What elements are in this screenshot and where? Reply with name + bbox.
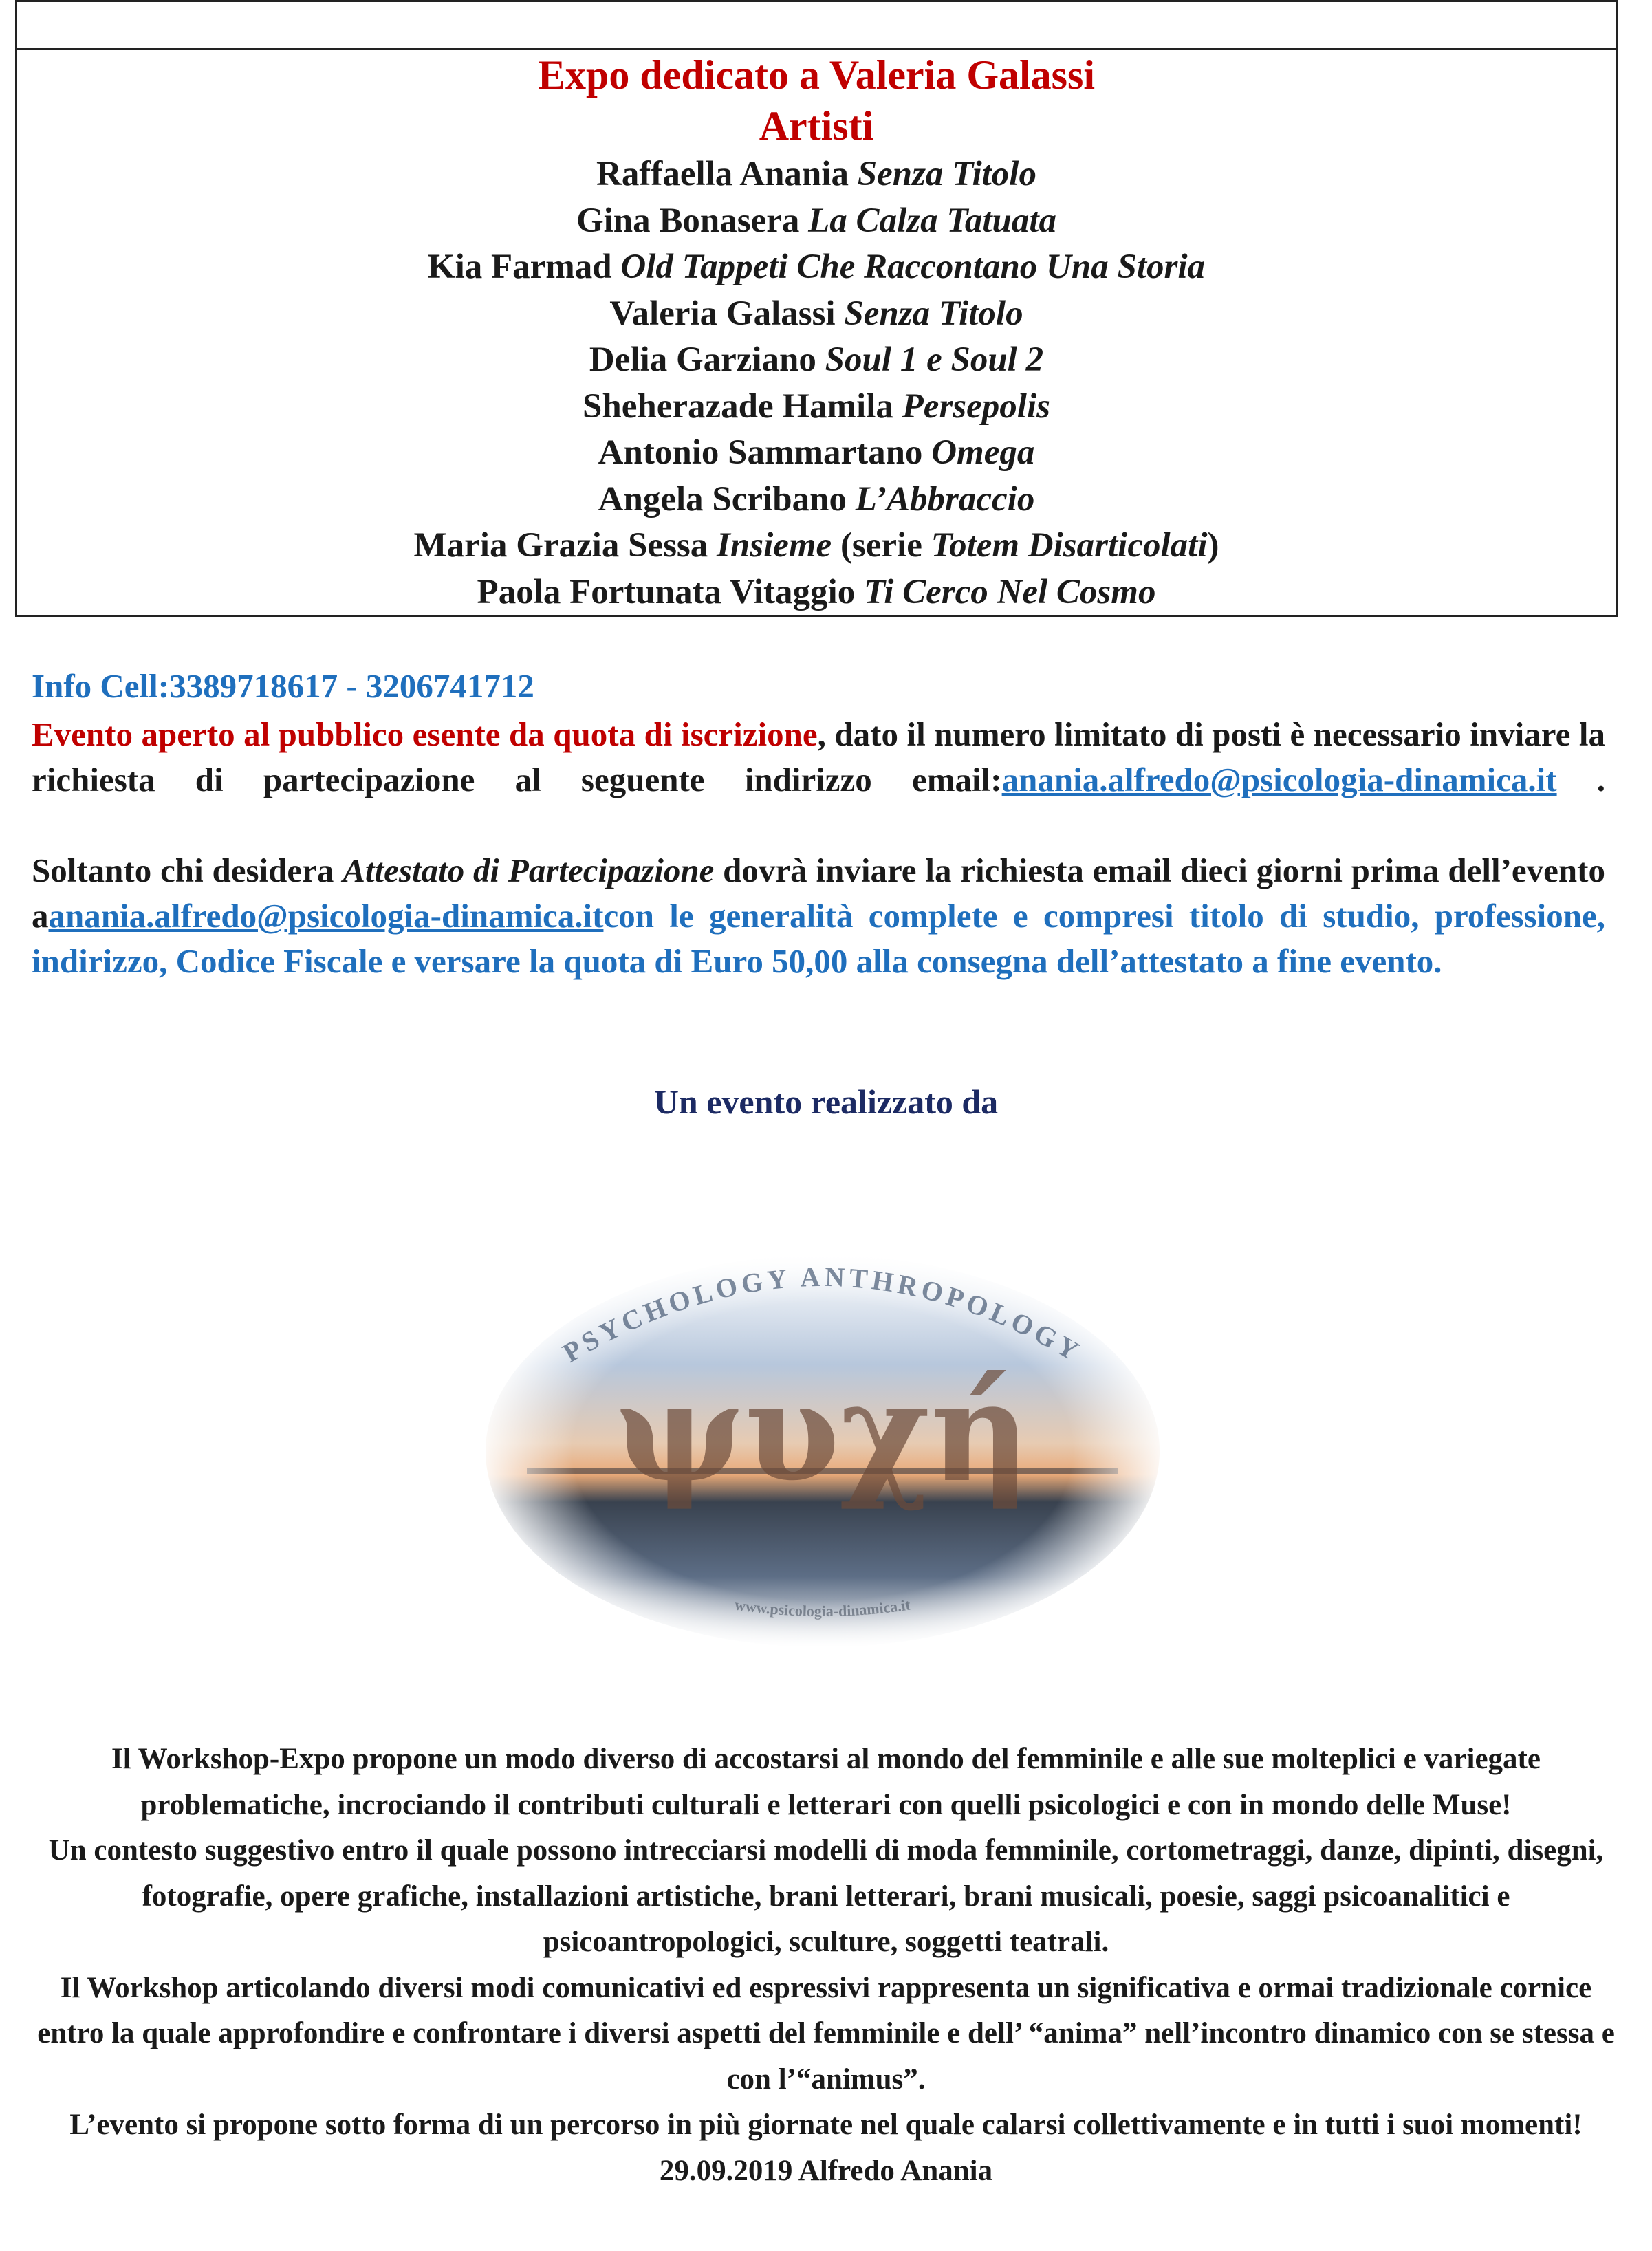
logo-bottom-text: www.psicologia-dinamica.it [733,1596,912,1620]
artwork-title: Old Tappeti Che Raccontano Una Storia [620,248,1206,286]
artist-line [15,198,1618,245]
artist-name: Valeria Galassi [609,294,845,333]
artist-line [15,337,1618,384]
realizzato-heading: Un evento realizzato da [653,1083,999,1121]
artist-line [15,384,1618,431]
artist-name: Raffaella Anania [596,155,858,193]
artwork-title: L’Abbraccio [855,479,1035,519]
artist-name: Paola Fortunata Vitaggio [477,572,864,611]
workshop-paragraph: Il Workshop articolando diversi modi comunicativi ed espressivi rappresenta un significativa e ormai tradizionale cornice entro la quale approfondire e confrontare i diversi aspetti del femminile e dell’ “anima” nell’incontro dinamico con se stessa e con l’“animus”. [37,1971,1615,2096]
artist-name: Antonio Sammartano [598,433,932,472]
artist-line [15,151,1618,198]
expo-title: Expo dedicato a Valeria Galassi [537,52,1096,98]
workshop-paragraph: Il Workshop-Expo propone un modo diverso di accostarsi al mondo del femminile e alle sue molteplici e variegate problematiche, incrociando il contributi culturali e letterari con quelli psicologici e con in mondo delle Muse! [111,1743,1541,1821]
artwork-title: Persepolis [902,387,1050,426]
artwork-series-title: Totem Disarticolati [931,526,1208,565]
soltanto-paragraph [32,848,1605,984]
artwork-series-prefix: (serie [832,526,931,565]
soltanto-mid: dovrà inviare la richiesta email dieci giorni prima dell’evento a [32,851,1606,935]
psyche-logo [465,1197,1180,1664]
email-link[interactable]: anania.alfredo@psicologia-dinamica.it [1001,761,1557,798]
artwork-title: Ti Cerco Nel Cosmo [863,572,1156,611]
artist-line [15,569,1618,616]
evento-rest-text: , dato il numero limitato di posti è necessario inviare la richiesta di partecipazione al seguente indirizzo email: [32,715,1606,798]
evento-paragraph [32,712,1605,803]
artwork-title: Senza Titolo [857,155,1036,193]
artist-line [15,244,1618,291]
artwork-title: Omega [931,433,1035,472]
artist-line [15,430,1618,477]
artist-name: Maria Grazia Sessa [413,526,717,565]
evento-end: . [1556,761,1606,798]
logo-top-text: PSYCHOLOGY ANTHROPOLOGY [557,1261,1088,1369]
artwork-title: Senza Titolo [844,294,1023,333]
workshop-paragraph: Un contesto suggestivo entro il quale possono intrecciarsi modelli di moda femminile, cortometraggi, danze, dipinti, disegni, fotografie, opere grafiche, installazioni artistiche, brani letterari, brani musicali, poesie, saggi psicoanalitici e psicoantropologici, sculture, soggetti teatrali. [48,1834,1604,1958]
logo-center-text: ψυχή [614,1351,1031,1513]
artist-line [15,477,1618,523]
artist-line [15,291,1618,338]
artwork-title: Insieme [717,526,832,565]
soltanto-italic: Attestato di Partecipazione [343,851,715,889]
evento-free-text: Evento aperto al pubblico esente da quota di iscrizione [32,715,818,753]
artist-name: Kia Farmad [427,248,621,286]
artist-name: Delia Garziano [589,340,825,379]
artists-heading: Artisti [759,103,874,149]
soltanto-blue-text: con le generalità complete e compresi titolo di studio, professione, indirizzo, Codice Fiscale e versare la quota di Euro 50,00 alla consegna dell’attestato a fine evento. [32,897,1605,980]
artwork-title: Soul 1 e Soul 2 [825,340,1044,379]
soltanto-pre: Soltanto chi desidera [32,851,343,889]
artist-line [15,523,1618,569]
artwork-title: La Calza Tatuata [808,201,1057,240]
soltanto-email-link[interactable]: anania.alfredo@psicologia-dinamica.it [48,897,604,935]
artist-name: Angela Scribano [598,479,856,519]
artist-name: Sheherazade Hamila [583,387,902,426]
artist-list [15,151,1618,616]
info-cell-phone: Info Cell:3389718617 - 3206741712 [32,667,534,705]
workshop-description [28,1737,1624,2194]
artwork-series-suffix: ) [1207,526,1219,565]
artist-name: Gina Bonasera [576,201,809,240]
expo-artists-cell [15,50,1618,616]
workshop-paragraph: L’evento si propone sotto forma di un percorso in più giornate nel quale calarsi collettivamente e in tutti i suoi momenti! 29.09.2019 Alfredo Anania [69,2109,1583,2187]
